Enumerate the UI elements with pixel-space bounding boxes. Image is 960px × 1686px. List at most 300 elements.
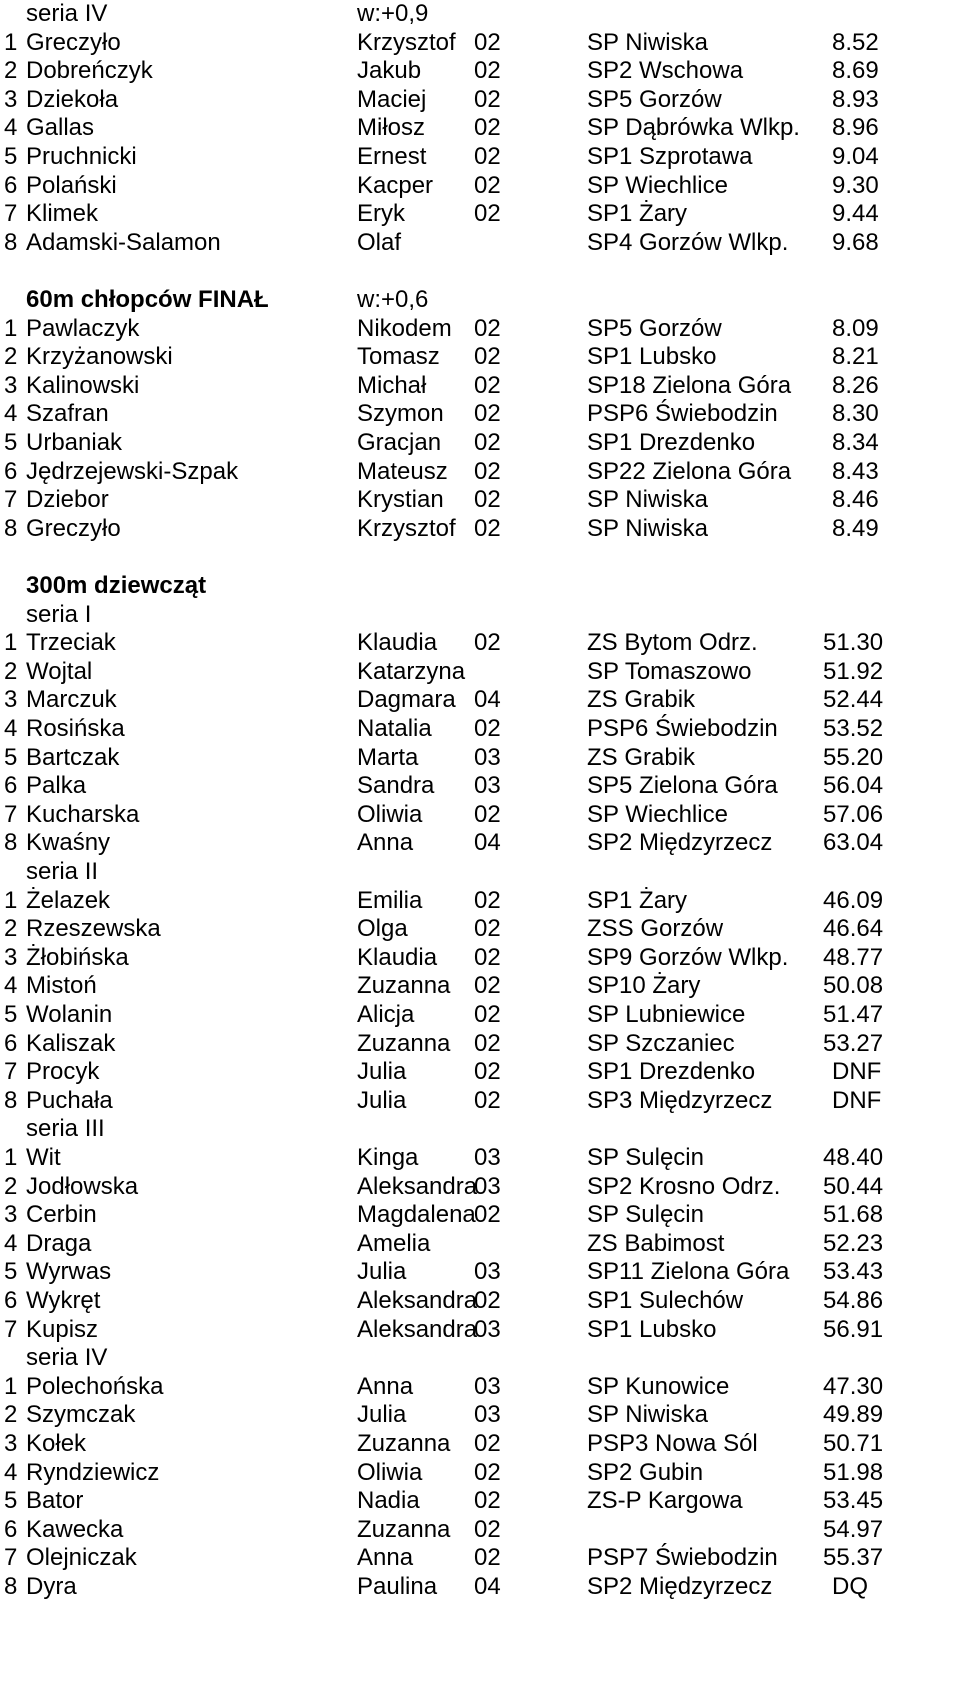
result-time: 8.26 <box>832 372 879 399</box>
surname: Dobreńczyk <box>26 57 153 84</box>
birth-year: 02 <box>474 86 501 113</box>
birth-year: 03 <box>474 1373 501 1400</box>
event-heading <box>0 572 960 600</box>
birth-year: 02 <box>474 1058 501 1085</box>
club: SP3 Międzyrzecz <box>587 1087 773 1114</box>
first-name: Miłosz <box>357 114 426 141</box>
surname: Trzeciak <box>26 629 116 656</box>
place: 4 <box>4 114 18 141</box>
place: 1 <box>4 1144 18 1171</box>
birth-year: 02 <box>474 1001 501 1028</box>
result-row <box>0 772 960 800</box>
result-time: 9.68 <box>832 229 879 256</box>
place: 4 <box>4 972 18 999</box>
birth-year: 02 <box>474 1030 501 1057</box>
first-name: Paulina <box>357 1573 438 1600</box>
birth-year: 02 <box>474 972 501 999</box>
club: SP2 Międzyrzecz <box>587 1573 773 1600</box>
first-name: Marta <box>357 744 419 771</box>
result-time: 55.37 <box>823 1544 884 1571</box>
birth-year: 02 <box>474 372 501 399</box>
first-name: Anna <box>357 829 414 856</box>
first-name: Mateusz <box>357 458 448 485</box>
first-name: Zuzanna <box>357 1030 451 1057</box>
result-row <box>0 915 960 943</box>
birth-year: 02 <box>474 1516 501 1543</box>
surname: Klimek <box>26 200 99 227</box>
first-name: Katarzyna <box>357 658 466 685</box>
result-row <box>0 829 960 857</box>
first-name: Krzysztof <box>357 515 456 542</box>
first-name: Oliwia <box>357 801 423 828</box>
result-row <box>0 1001 960 1029</box>
result-time: 8.34 <box>832 429 879 456</box>
place: 6 <box>4 172 18 199</box>
club: SP1 Drezdenko <box>587 1058 756 1085</box>
result-row <box>0 229 960 257</box>
result-time: 55.20 <box>823 744 884 771</box>
result-row <box>0 944 960 972</box>
result-row <box>0 429 960 457</box>
birth-year: 03 <box>474 744 501 771</box>
surname: Szymczak <box>26 1401 136 1428</box>
birth-year: 02 <box>474 801 501 828</box>
club: SP1 Lubsko <box>587 343 717 370</box>
birth-year: 02 <box>474 458 501 485</box>
club: SP Sulęcin <box>587 1201 704 1228</box>
birth-year: 02 <box>474 1201 501 1228</box>
birth-year: 02 <box>474 915 501 942</box>
first-name: Olaf <box>357 229 402 256</box>
place: 7 <box>4 1058 18 1085</box>
heat-label: seria IV <box>26 0 108 27</box>
first-name: Oliwia <box>357 1459 423 1486</box>
place: 6 <box>4 458 18 485</box>
surname: Dziebor <box>26 486 109 513</box>
place: 2 <box>4 1173 18 1200</box>
place: 8 <box>4 515 18 542</box>
result-time: 8.69 <box>832 57 879 84</box>
place: 5 <box>4 1487 18 1514</box>
surname: Procyk <box>26 1058 100 1085</box>
first-name: Anna <box>357 1373 414 1400</box>
result-time: 52.44 <box>823 686 884 713</box>
birth-year: 03 <box>474 1173 501 1200</box>
place: 5 <box>4 1001 18 1028</box>
result-row <box>0 1087 960 1115</box>
result-time: 8.09 <box>832 315 879 342</box>
birth-year: 02 <box>474 200 501 227</box>
surname: Greczyło <box>26 29 121 56</box>
result-row <box>0 86 960 114</box>
place: 7 <box>4 200 18 227</box>
result-row <box>0 200 960 228</box>
result-row <box>0 143 960 171</box>
result-row <box>0 315 960 343</box>
club: SP2 Międzyrzecz <box>587 829 773 856</box>
club: ZS-P Kargowa <box>587 1487 743 1514</box>
result-row <box>0 114 960 142</box>
first-name: Gracjan <box>357 429 442 456</box>
surname: Wolanin <box>26 1001 113 1028</box>
heat-label: seria III <box>26 1115 105 1142</box>
place: 2 <box>4 1401 18 1428</box>
surname: Wykręt <box>26 1287 101 1314</box>
surname: Cerbin <box>26 1201 97 1228</box>
club: ZS Babimost <box>587 1230 725 1257</box>
result-time: 8.93 <box>832 86 879 113</box>
place: 5 <box>4 744 18 771</box>
birth-year: 02 <box>474 57 501 84</box>
result-time: DNF <box>832 1087 882 1114</box>
birth-year: 02 <box>474 114 501 141</box>
first-name: Julia <box>357 1258 407 1285</box>
heat-label: seria IV <box>26 1344 108 1371</box>
first-name: Krzysztof <box>357 29 456 56</box>
event-heading <box>0 286 960 314</box>
birth-year: 02 <box>474 343 501 370</box>
surname: Wojtal <box>26 658 93 685</box>
birth-year: 02 <box>474 1087 501 1114</box>
result-time: 50.44 <box>823 1173 884 1200</box>
first-name: Jakub <box>357 57 422 84</box>
place: 7 <box>4 1316 18 1343</box>
surname: Greczyło <box>26 515 121 542</box>
result-row <box>0 1058 960 1086</box>
club: ZS Grabik <box>587 744 696 771</box>
surname: Palka <box>26 772 87 799</box>
first-name: Zuzanna <box>357 972 451 999</box>
club: PSP3 Nowa Sól <box>587 1430 758 1457</box>
birth-year: 03 <box>474 1316 501 1343</box>
result-row <box>0 1258 960 1286</box>
result-row <box>0 1373 960 1401</box>
first-name: Zuzanna <box>357 1430 451 1457</box>
first-name: Natalia <box>357 715 432 742</box>
birth-year: 03 <box>474 1144 501 1171</box>
result-time: 54.86 <box>823 1287 884 1314</box>
result-row <box>0 458 960 486</box>
club: SP2 Krosno Odrz. <box>587 1173 781 1200</box>
surname: Krzyżanowski <box>26 343 173 370</box>
birth-year: 02 <box>474 887 501 914</box>
result-row <box>0 1201 960 1229</box>
surname: Marczuk <box>26 686 117 713</box>
result-time: 57.06 <box>823 801 884 828</box>
surname: Olejniczak <box>26 1544 137 1571</box>
first-name: Dagmara <box>357 686 456 713</box>
first-name: Krystian <box>357 486 444 513</box>
wind-reading: w:+0,6 <box>357 286 429 313</box>
result-time: DNF <box>832 1058 882 1085</box>
place: 4 <box>4 715 18 742</box>
place: 7 <box>4 801 18 828</box>
first-name: Aleksandra <box>357 1173 478 1200</box>
result-time: 53.43 <box>823 1258 884 1285</box>
club: SP Wiechlice <box>587 801 728 828</box>
place: 2 <box>4 343 18 370</box>
place: 5 <box>4 429 18 456</box>
result-time: 52.23 <box>823 1230 884 1257</box>
place: 1 <box>4 315 18 342</box>
club: SP Lubniewice <box>587 1001 746 1028</box>
place: 2 <box>4 915 18 942</box>
result-time: 53.52 <box>823 715 884 742</box>
club: SP1 Żary <box>587 887 688 914</box>
heat-label-row <box>0 601 960 629</box>
place: 5 <box>4 1258 18 1285</box>
first-name: Szymon <box>357 400 444 427</box>
first-name: Ernest <box>357 143 427 170</box>
result-row <box>0 172 960 200</box>
place: 2 <box>4 658 18 685</box>
club: SP Kunowice <box>587 1373 730 1400</box>
heat-label: seria II <box>26 858 99 885</box>
club: ZS Bytom Odrz. <box>587 629 758 656</box>
place: 5 <box>4 143 18 170</box>
heat-label-row <box>0 858 960 886</box>
place: 6 <box>4 772 18 799</box>
result-row <box>0 1516 960 1544</box>
result-time: 63.04 <box>823 829 884 856</box>
result-time: 56.04 <box>823 772 884 799</box>
club: SP Wiechlice <box>587 172 728 199</box>
result-time: 56.91 <box>823 1316 884 1343</box>
club: SP1 Lubsko <box>587 1316 717 1343</box>
heat-label: seria I <box>26 601 92 628</box>
result-time: 48.77 <box>823 944 884 971</box>
first-name: Nikodem <box>357 315 452 342</box>
place: 1 <box>4 629 18 656</box>
result-time: 8.52 <box>832 29 879 56</box>
club: ZS Grabik <box>587 686 696 713</box>
result-row <box>0 29 960 57</box>
result-time: 51.98 <box>823 1459 884 1486</box>
heat-label-row <box>0 0 960 28</box>
wind-reading: w:+0,9 <box>357 0 429 27</box>
heat-label-row <box>0 1115 960 1143</box>
place: 8 <box>4 229 18 256</box>
surname: Kawecka <box>26 1516 124 1543</box>
surname: Żłobińska <box>26 944 129 971</box>
place: 6 <box>4 1030 18 1057</box>
result-time: 51.68 <box>823 1201 884 1228</box>
result-row <box>0 972 960 1000</box>
result-row <box>0 686 960 714</box>
place: 7 <box>4 486 18 513</box>
surname: Kalinowski <box>26 372 140 399</box>
place: 1 <box>4 887 18 914</box>
first-name: Michał <box>357 372 427 399</box>
birth-year: 02 <box>474 944 501 971</box>
result-row <box>0 1230 960 1258</box>
result-time: 50.71 <box>823 1430 884 1457</box>
result-time: 51.47 <box>823 1001 884 1028</box>
result-time: 53.27 <box>823 1030 884 1057</box>
club: SP5 Gorzów <box>587 315 722 342</box>
event-title: 300m dziewcząt <box>26 572 207 599</box>
place: 3 <box>4 1201 18 1228</box>
place: 3 <box>4 944 18 971</box>
result-time: 48.40 <box>823 1144 884 1171</box>
surname: Polański <box>26 172 117 199</box>
heat-label-row <box>0 1344 960 1372</box>
club: SP Niwiska <box>587 1401 708 1428</box>
result-row <box>0 1430 960 1458</box>
surname: Gallas <box>26 114 95 141</box>
birth-year: 03 <box>474 1258 501 1285</box>
surname: Wit <box>26 1144 61 1171</box>
surname: Kucharska <box>26 801 140 828</box>
club: SP1 Szprotawa <box>587 143 753 170</box>
result-time: 9.44 <box>832 200 879 227</box>
result-row <box>0 1401 960 1429</box>
surname: Rzeszewska <box>26 915 161 942</box>
club: SP Szczaniec <box>587 1030 735 1057</box>
first-name: Eryk <box>357 200 405 227</box>
place: 1 <box>4 1373 18 1400</box>
result-row <box>0 1030 960 1058</box>
surname: Urbaniak <box>26 429 123 456</box>
place: 7 <box>4 1544 18 1571</box>
birth-year: 02 <box>474 172 501 199</box>
birth-year: 02 <box>474 1459 501 1486</box>
event-title: 60m chłopców FINAŁ <box>26 286 269 313</box>
first-name: Anna <box>357 1544 414 1571</box>
result-time: 51.30 <box>823 629 884 656</box>
result-time: 8.43 <box>832 458 879 485</box>
birth-year: 02 <box>474 429 501 456</box>
first-name: Aleksandra <box>357 1316 478 1343</box>
birth-year: 02 <box>474 29 501 56</box>
result-row <box>0 57 960 85</box>
place: 8 <box>4 1573 18 1600</box>
first-name: Zuzanna <box>357 1516 451 1543</box>
club: SP11 Zielona Góra <box>587 1258 790 1285</box>
first-name: Tomasz <box>357 343 440 370</box>
result-time: 8.30 <box>832 400 879 427</box>
result-time: 9.04 <box>832 143 879 170</box>
result-time: 8.49 <box>832 515 879 542</box>
result-row <box>0 629 960 657</box>
first-name: Kacper <box>357 172 434 199</box>
club: PSP6 Świebodzin <box>587 400 778 427</box>
club: SP18 Zielona Góra <box>587 372 792 399</box>
result-row <box>0 1144 960 1172</box>
club: SP1 Żary <box>587 200 688 227</box>
place: 3 <box>4 86 18 113</box>
result-row <box>0 400 960 428</box>
birth-year: 04 <box>474 686 501 713</box>
first-name: Aleksandra <box>357 1287 478 1314</box>
first-name: Julia <box>357 1087 407 1114</box>
club: ZSS Gorzów <box>587 915 724 942</box>
club: SP1 Sulechów <box>587 1287 744 1314</box>
club: SP22 Zielona Góra <box>587 458 792 485</box>
club: SP5 Zielona Góra <box>587 772 778 799</box>
surname: Dziekoła <box>26 86 119 113</box>
birth-year: 03 <box>474 1401 501 1428</box>
place: 4 <box>4 1459 18 1486</box>
club: SP9 Gorzów Wlkp. <box>587 944 789 971</box>
club: PSP6 Świebodzin <box>587 715 778 742</box>
result-time: 47.30 <box>823 1373 884 1400</box>
surname: Żelazek <box>26 887 111 914</box>
result-row <box>0 372 960 400</box>
first-name: Emilia <box>357 887 423 914</box>
surname: Szafran <box>26 400 109 427</box>
result-row <box>0 1544 960 1572</box>
place: 8 <box>4 829 18 856</box>
surname: Puchała <box>26 1087 113 1114</box>
result-time: 54.97 <box>823 1516 884 1543</box>
result-row <box>0 1487 960 1515</box>
result-time: 46.64 <box>823 915 884 942</box>
result-time: 50.08 <box>823 972 884 999</box>
club: SP Tomaszowo <box>587 658 752 685</box>
first-name: Olga <box>357 915 408 942</box>
club: SP2 Gubin <box>587 1459 704 1486</box>
result-row <box>0 801 960 829</box>
birth-year: 02 <box>474 1430 501 1457</box>
result-time: 8.96 <box>832 114 879 141</box>
result-row <box>0 486 960 514</box>
first-name: Sandra <box>357 772 435 799</box>
result-time: 46.09 <box>823 887 884 914</box>
first-name: Nadia <box>357 1487 420 1514</box>
first-name: Amelia <box>357 1230 431 1257</box>
result-row <box>0 715 960 743</box>
surname: Jędrzejewski-Szpak <box>26 458 239 485</box>
birth-year: 04 <box>474 1573 501 1600</box>
surname: Kupisz <box>26 1316 99 1343</box>
club: SP4 Gorzów Wlkp. <box>587 229 789 256</box>
result-time: 8.46 <box>832 486 879 513</box>
birth-year: 02 <box>474 515 501 542</box>
result-time: 49.89 <box>823 1401 884 1428</box>
result-row <box>0 1459 960 1487</box>
first-name: Klaudia <box>357 629 438 656</box>
surname: Dyra <box>26 1573 77 1600</box>
club: SP Dąbrówka Wlkp. <box>587 114 800 141</box>
result-row <box>0 887 960 915</box>
first-name: Alicja <box>357 1001 415 1028</box>
birth-year: 02 <box>474 486 501 513</box>
surname: Bartczak <box>26 744 120 771</box>
club: SP Niwiska <box>587 29 708 56</box>
first-name: Magdalena <box>357 1201 476 1228</box>
result-row <box>0 1573 960 1601</box>
place: 3 <box>4 1430 18 1457</box>
surname: Ryndziewicz <box>26 1459 160 1486</box>
first-name: Julia <box>357 1058 407 1085</box>
birth-year: 02 <box>474 1287 501 1314</box>
first-name: Maciej <box>357 86 427 113</box>
result-row <box>0 658 960 686</box>
place: 3 <box>4 686 18 713</box>
place: 1 <box>4 29 18 56</box>
club: SP10 Żary <box>587 972 701 999</box>
surname: Pruchnicki <box>26 143 137 170</box>
surname: Pawlaczyk <box>26 315 140 342</box>
surname: Wyrwas <box>26 1258 112 1285</box>
club: SP1 Drezdenko <box>587 429 756 456</box>
result-row <box>0 515 960 543</box>
result-time: 9.30 <box>832 172 879 199</box>
first-name: Kinga <box>357 1144 419 1171</box>
birth-year: 02 <box>474 715 501 742</box>
place: 4 <box>4 1230 18 1257</box>
